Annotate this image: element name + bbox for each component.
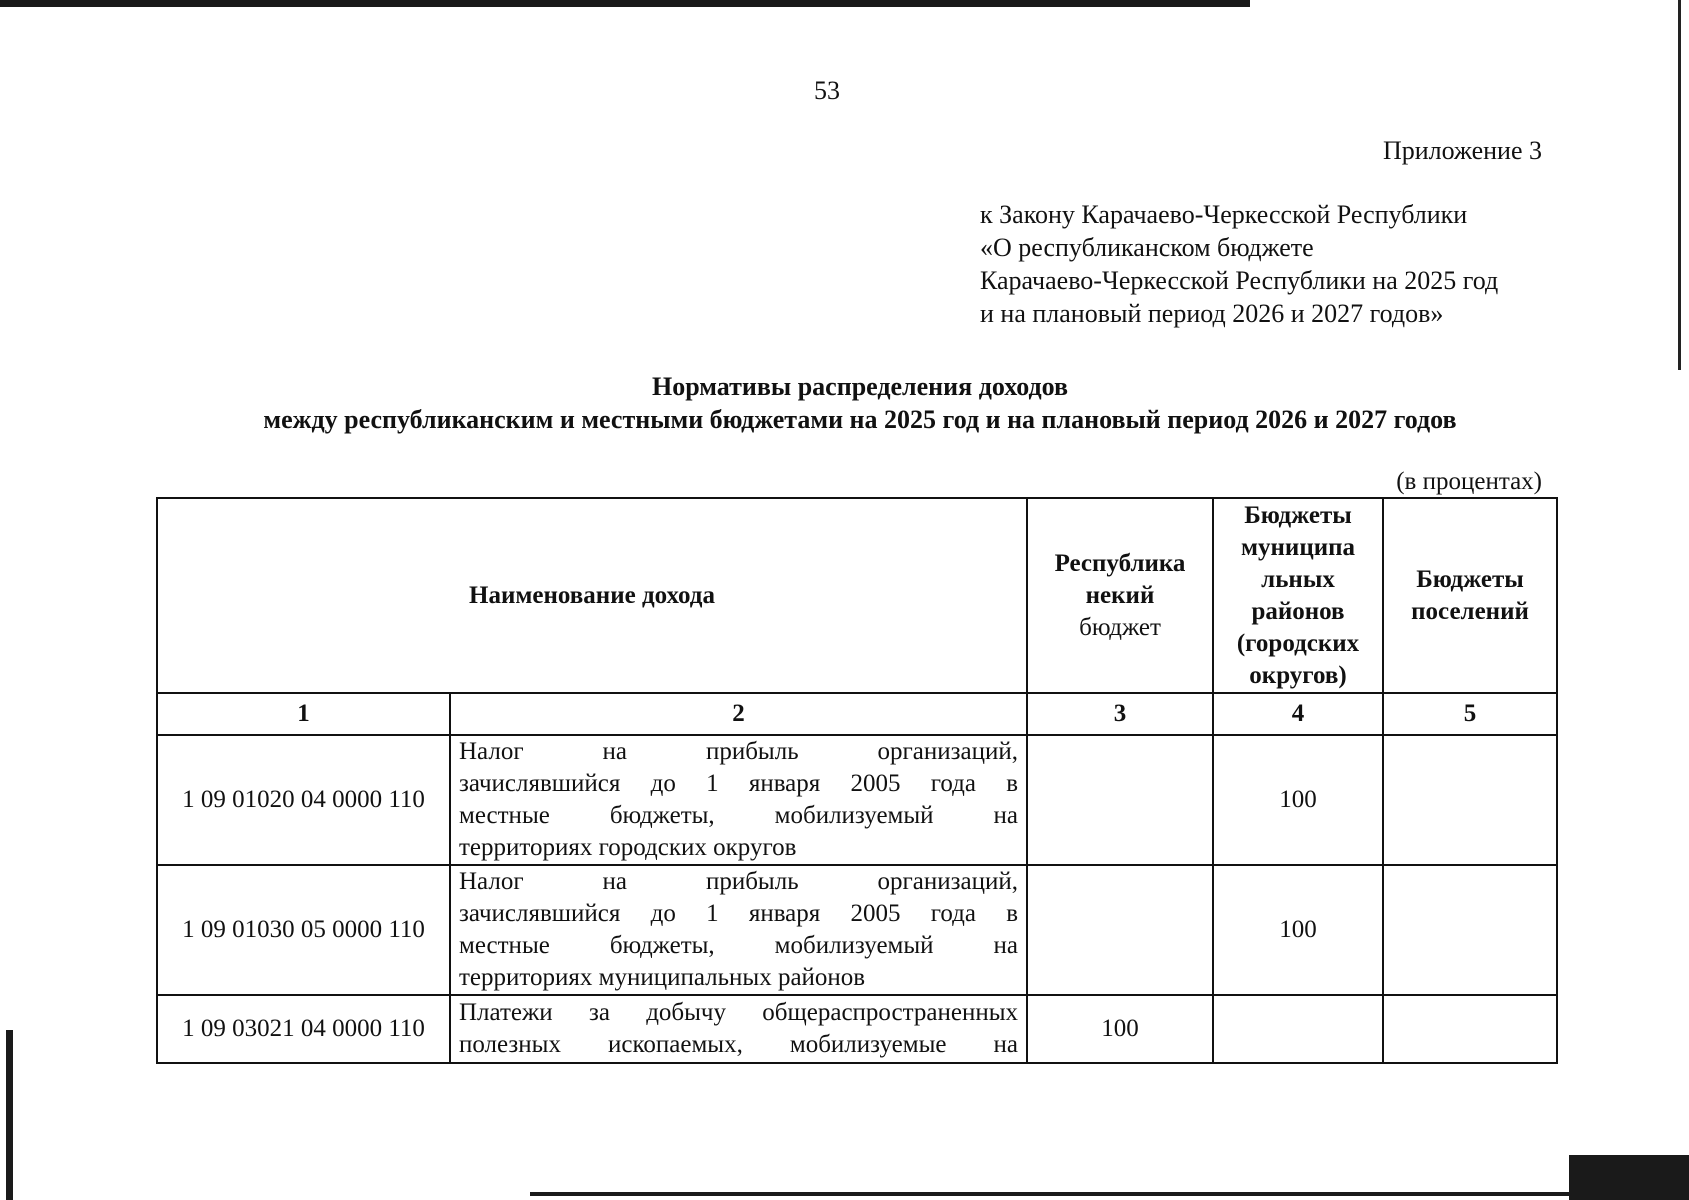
republic-value [1027, 735, 1213, 865]
income-distribution-table [156, 497, 1558, 1064]
municipal-value: 100 [1213, 735, 1383, 865]
document-title-line-2: между республиканским и местными бюджетами на 2025 год и на плановый период 2026 и 2027 годов [263, 405, 1457, 434]
law-reference-line: Карачаево-Черкесской Республики на 2025 год [980, 266, 1499, 295]
header-line: Республика [1054, 549, 1186, 577]
republic-value [1027, 865, 1213, 995]
settlements-value [1383, 865, 1557, 995]
scan-edge-corner [1569, 1155, 1689, 1200]
column-number-row [157, 693, 1557, 735]
settlements-value [1383, 735, 1557, 865]
column-number: 5 [1383, 693, 1557, 735]
table-row [157, 735, 1557, 865]
income-name-line: Налог на прибыль организаций, [459, 738, 1019, 765]
municipal-value [1213, 995, 1383, 1063]
income-name [450, 735, 1027, 865]
column-number: 2 [450, 693, 1027, 735]
scan-edge-bottom [530, 1192, 1689, 1196]
header-line: муниципа [1240, 533, 1356, 561]
scan-edge-right [1678, 0, 1681, 370]
header-line: льных [1261, 565, 1335, 593]
income-name-line: территориях муниципальных районов [459, 964, 866, 991]
appendix-label: Приложение 3 [1382, 136, 1542, 165]
law-reference-line: «О республиканском бюджете [980, 233, 1314, 262]
income-code: 1 09 01030 05 0000 110 [157, 865, 450, 995]
law-reference [980, 198, 1498, 330]
income-name [450, 995, 1027, 1063]
header-municipal-budgets [1213, 498, 1383, 693]
header-line: округов) [1249, 661, 1347, 689]
table-row [157, 865, 1557, 995]
header-settlement-budgets [1383, 498, 1557, 693]
income-name-line: зачислявшийся до 1 января 2005 года в [459, 770, 1019, 797]
income-code: 1 09 03021 04 0000 110 [157, 995, 450, 1063]
law-reference-line: и на плановый период 2026 и 2027 годов» [980, 299, 1444, 328]
income-code: 1 09 01020 04 0000 110 [157, 735, 450, 865]
header-income-name: Наименование дохода [157, 498, 1027, 693]
header-line: поселений [1411, 597, 1529, 625]
income-name-line: Платежи за добычу общераспространенных [459, 999, 1019, 1026]
law-reference-line: к Закону Карачаево-Черкесской Республики [980, 200, 1468, 229]
document-title [0, 370, 1689, 436]
column-number: 4 [1213, 693, 1383, 735]
income-name-line: зачислявшийся до 1 января 2005 года в [459, 900, 1019, 927]
income-name-line: полезных ископаемых, мобилизуемые на [459, 1031, 1019, 1058]
page-number: 53 [814, 76, 840, 105]
column-number: 1 [157, 693, 450, 735]
municipal-value: 100 [1213, 865, 1383, 995]
header-line: некий [1085, 581, 1155, 609]
header-line: бюджет [1079, 613, 1161, 641]
republic-value: 100 [1027, 995, 1213, 1063]
scan-edge-left [6, 1030, 13, 1200]
column-number: 3 [1027, 693, 1213, 735]
income-name-line: местные бюджеты, мобилизуемый на [459, 802, 1019, 829]
income-name-line: местные бюджеты, мобилизуемый на [459, 932, 1019, 959]
income-name-line: территориях городских округов [459, 834, 797, 861]
header-line: Бюджеты [1416, 565, 1524, 593]
income-name [450, 865, 1027, 995]
settlements-value [1383, 995, 1557, 1063]
header-line: Бюджеты [1244, 501, 1352, 529]
header-republic-budget [1027, 498, 1213, 693]
table-row [157, 995, 1557, 1063]
header-line: районов [1251, 597, 1345, 625]
header-line: (городских [1236, 629, 1360, 657]
table-header-row [157, 498, 1557, 693]
document-title-line-1: Нормативы распределения доходов [651, 372, 1069, 401]
scan-edge-top [0, 0, 1250, 7]
income-name-line: Налог на прибыль организаций, [459, 868, 1019, 895]
units-note: (в процентах) [1396, 468, 1542, 495]
